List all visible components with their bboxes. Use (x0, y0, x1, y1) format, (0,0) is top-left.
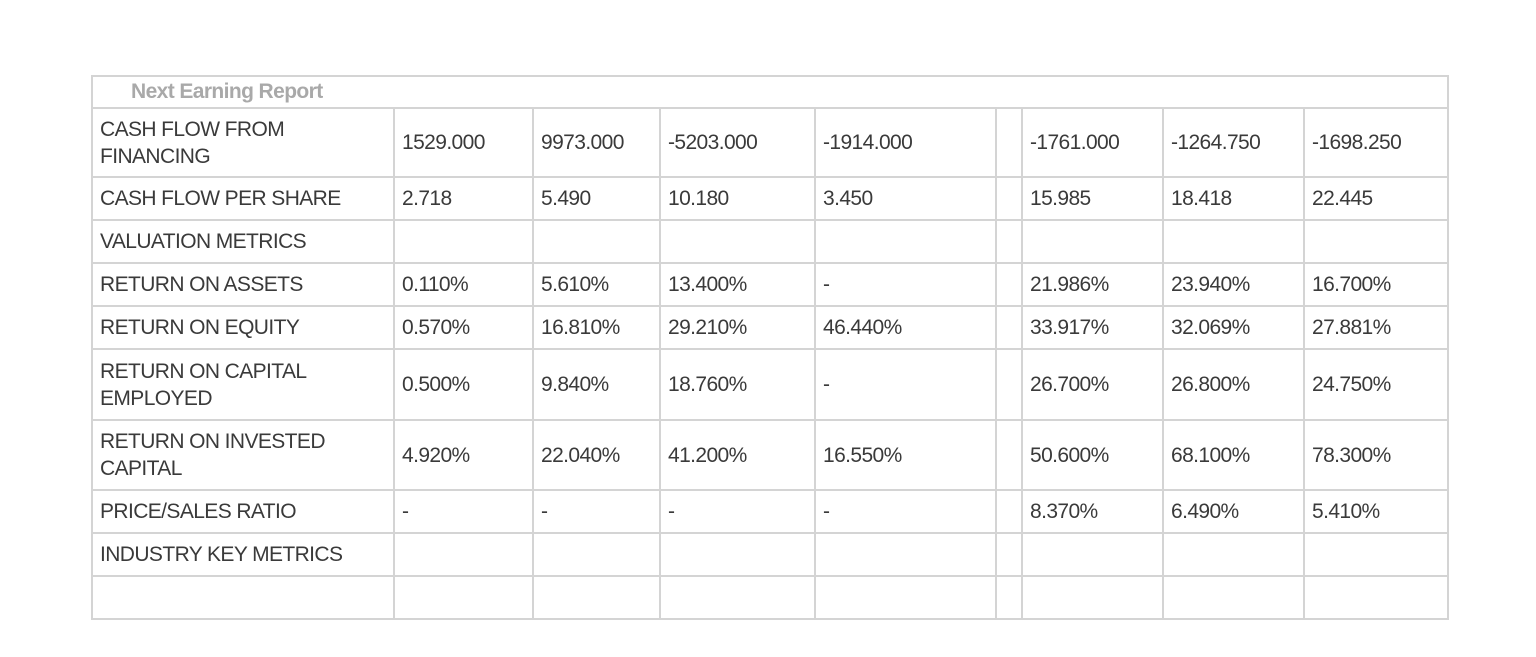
table-row (92, 349, 1448, 420)
report-title: Next Earning Report (92, 76, 1448, 108)
table-cell: 5.610% (533, 263, 660, 306)
table-cell (533, 220, 660, 263)
row-label: CASH FLOW FROM FINANCING (92, 108, 394, 177)
spacer-cell (996, 576, 1022, 619)
table-row (92, 263, 1448, 306)
earning-report-table (91, 75, 1449, 620)
spacer-cell (996, 220, 1022, 263)
table-cell: 16.810% (533, 306, 660, 349)
table-cell (1163, 220, 1304, 263)
table-cell (815, 220, 996, 263)
table-cell (394, 533, 533, 576)
spacer-cell (996, 533, 1022, 576)
table-cell (1022, 576, 1163, 619)
table-cell: 15.985 (1022, 177, 1163, 220)
table-cell: 46.440% (815, 306, 996, 349)
table-cell: -1761.000 (1022, 108, 1163, 177)
row-label: PRICE/SALES RATIO (92, 490, 394, 533)
table-cell (533, 576, 660, 619)
table-cell: 10.180 (660, 177, 815, 220)
table-cell (394, 220, 533, 263)
table-cell: 23.940% (1163, 263, 1304, 306)
table-cell (660, 220, 815, 263)
table-cell (1163, 576, 1304, 619)
table-cell (660, 576, 815, 619)
table-cell: 1529.000 (394, 108, 533, 177)
table-cell (394, 576, 533, 619)
table-row (92, 108, 1448, 177)
table-row (92, 306, 1448, 349)
spacer-cell (996, 490, 1022, 533)
title-row (92, 76, 1448, 108)
table-cell: 0.500% (394, 349, 533, 420)
table-cell (815, 533, 996, 576)
table-cell: 50.600% (1022, 420, 1163, 490)
table-cell: 5.490 (533, 177, 660, 220)
row-label: RETURN ON INVESTED CAPITAL (92, 420, 394, 490)
table-cell: - (533, 490, 660, 533)
table-cell: 68.100% (1163, 420, 1304, 490)
table-cell: 18.418 (1163, 177, 1304, 220)
table-cell: 5.410% (1304, 490, 1448, 533)
row-label: RETURN ON CAPITAL EMPLOYED (92, 349, 394, 420)
spacer-cell (996, 420, 1022, 490)
table-row (92, 220, 1448, 263)
table-row (92, 533, 1448, 576)
table-cell (533, 533, 660, 576)
table-cell: 24.750% (1304, 349, 1448, 420)
row-label: INDUSTRY KEY METRICS (92, 533, 394, 576)
row-label: CASH FLOW PER SHARE (92, 177, 394, 220)
table-cell: -1264.750 (1163, 108, 1304, 177)
table-cell (1304, 576, 1448, 619)
table-row (92, 490, 1448, 533)
table-cell: -1914.000 (815, 108, 996, 177)
row-label: VALUATION METRICS (92, 220, 394, 263)
table-row (92, 420, 1448, 490)
table-cell: -5203.000 (660, 108, 815, 177)
table-cell: 0.570% (394, 306, 533, 349)
table-cell: 26.800% (1163, 349, 1304, 420)
table-cell: 26.700% (1022, 349, 1163, 420)
spacer-cell (996, 108, 1022, 177)
row-label: RETURN ON ASSETS (92, 263, 394, 306)
table-cell: 27.881% (1304, 306, 1448, 349)
table-cell: 3.450 (815, 177, 996, 220)
table-cell: 16.700% (1304, 263, 1448, 306)
table-cell: 32.069% (1163, 306, 1304, 349)
table-cell: 8.370% (1022, 490, 1163, 533)
table-cell (1304, 533, 1448, 576)
spacer-cell (996, 349, 1022, 420)
table-cell: 41.200% (660, 420, 815, 490)
spacer-cell (996, 177, 1022, 220)
table-cell: 9973.000 (533, 108, 660, 177)
table-cell: 9.840% (533, 349, 660, 420)
table-cell: 6.490% (1163, 490, 1304, 533)
table-cell: 4.920% (394, 420, 533, 490)
table-cell (1304, 220, 1448, 263)
table-cell: - (815, 263, 996, 306)
table-cell: 0.110% (394, 263, 533, 306)
table-cell: 22.040% (533, 420, 660, 490)
table-cell (1022, 220, 1163, 263)
table-cell: - (394, 490, 533, 533)
table-cell: - (660, 490, 815, 533)
table-row (92, 177, 1448, 220)
spacer-cell (996, 263, 1022, 306)
table-cell: 33.917% (1022, 306, 1163, 349)
table-cell: 78.300% (1304, 420, 1448, 490)
table-cell (660, 533, 815, 576)
row-label (92, 576, 394, 619)
spacer-cell (996, 306, 1022, 349)
row-label: RETURN ON EQUITY (92, 306, 394, 349)
table-cell: 13.400% (660, 263, 815, 306)
table-cell: 21.986% (1022, 263, 1163, 306)
table-cell: 22.445 (1304, 177, 1448, 220)
table-row (92, 576, 1448, 619)
table-cell: 16.550% (815, 420, 996, 490)
table-cell: 29.210% (660, 306, 815, 349)
table-cell: 18.760% (660, 349, 815, 420)
table-cell: - (815, 490, 996, 533)
table-cell: -1698.250 (1304, 108, 1448, 177)
table-cell (1163, 533, 1304, 576)
table-cell (1022, 533, 1163, 576)
table-cell: - (815, 349, 996, 420)
table-cell: 2.718 (394, 177, 533, 220)
table-cell (815, 576, 996, 619)
